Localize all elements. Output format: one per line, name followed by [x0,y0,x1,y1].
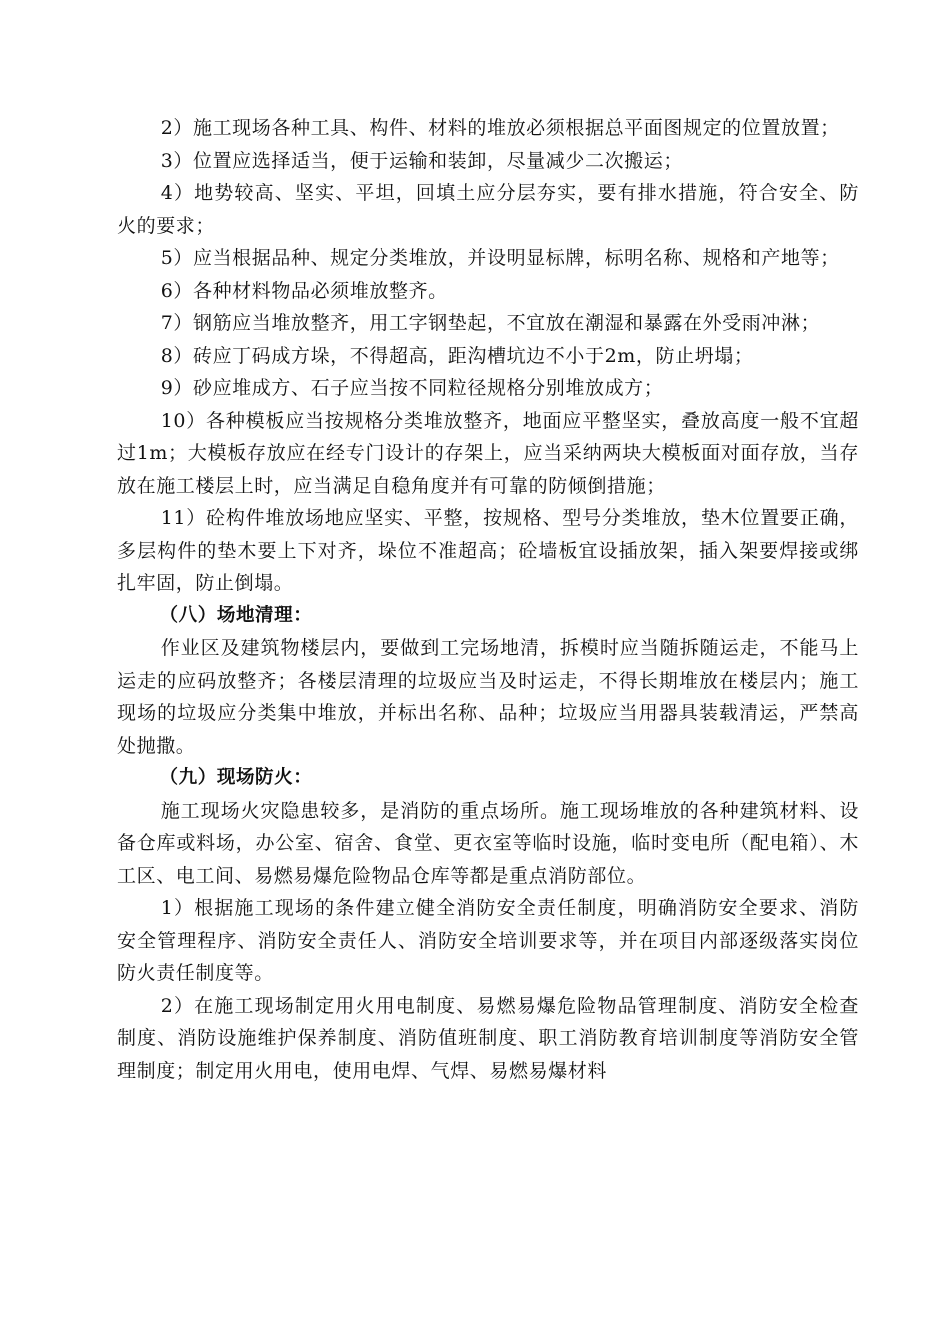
paragraph: 2）在施工现场制定用火用电制度、易燃易爆危险物品管理制度、消防安全检查制度、消防设施维护保养制度、消防值班制度、职工消防教育培训制度等消防安全管理制度；制定用火用电，使用电焊、气焊、易燃易爆材料 [117,994,859,1082]
paragraph: 9）砂应堆成方、石子应当按不同粒径规格分别堆放成方； [160,377,664,399]
paragraph: 6）各种材料物品必须堆放整齐。 [160,279,448,302]
section-heading: （八）场地清理： [159,604,313,626]
section-heading: （九）现场防火： [159,767,313,788]
paragraph: 3）位置应选择适当，便于运输和装卸，尽量减少二次搬运； [160,149,683,172]
paragraph: 11）砼构件堆放场地应坚实、平整，按规格、型号分类堆放，垫木位置要正确，多层构件的垫木要上下对齐，垛位不准超高；砼墙板宜设插放架，插入架要焊接或绑扎牢固，防止倒塌。 [117,507,859,594]
paragraph: 施工现场火灾隐患较多，是消防的重点场所。施工现场堆放的各种建筑材料、设备仓库或料场，办公室、宿舍、食堂、更衣室等临时设施，临时变电所（配电箱）、木工区、电工间、易燃易爆危险物品仓库等都是重点消防部位。 [117,799,859,887]
paragraph: 5）应当根据品种、规定分类堆放，并设明显标牌，标明名称、规格和产地等； [160,247,840,269]
document-body [117,112,859,1087]
paragraph: 8）砖应丁码成方垛，不得超高，距沟槽坑边不小于2m，防止坍塌； [160,344,754,367]
paragraph: 作业区及建筑物楼层内，要做到工完场地清，拆模时应当随拆随运走，不能马上运走的应码放整齐；各楼层清理的垃圾应当及时运走，不得长期堆放在楼层内；施工现场的垃圾应分类集中堆放，并标出名称、品种；垃圾应当用器具装载清运，严禁高处抛撒。 [117,637,859,757]
paragraph: 2）施工现场各种工具、构件、材料的堆放必须根据总平面图规定的位置放置； [160,117,840,139]
paragraph: 10）各种模板应当按规格分类堆放整齐，地面应平整坚实，叠放高度一般不宜超过1m；大模板存放应在经专门设计的存架上，应当采纳两块大模板面对面存放，当存放在施工楼层上时，应当满足自稳角度并有可靠的防倾倒措施； [117,409,859,497]
paragraph: 4）地势较高、坚实、平坦，回填土应分层夯实，要有排水措施，符合安全、防火的要求； [117,182,859,237]
paragraph: 1）根据施工现场的条件建立健全消防安全责任制度，明确消防安全要求、消防安全管理程序、消防安全责任人、消防安全培训要求等，并在项目内部逐级落实岗位防火责任制度等。 [117,897,859,984]
paragraph: 7）钢筋应当堆放整齐，用工字钢垫起，不宜放在潮湿和暴露在外受雨冲淋； [160,312,821,334]
